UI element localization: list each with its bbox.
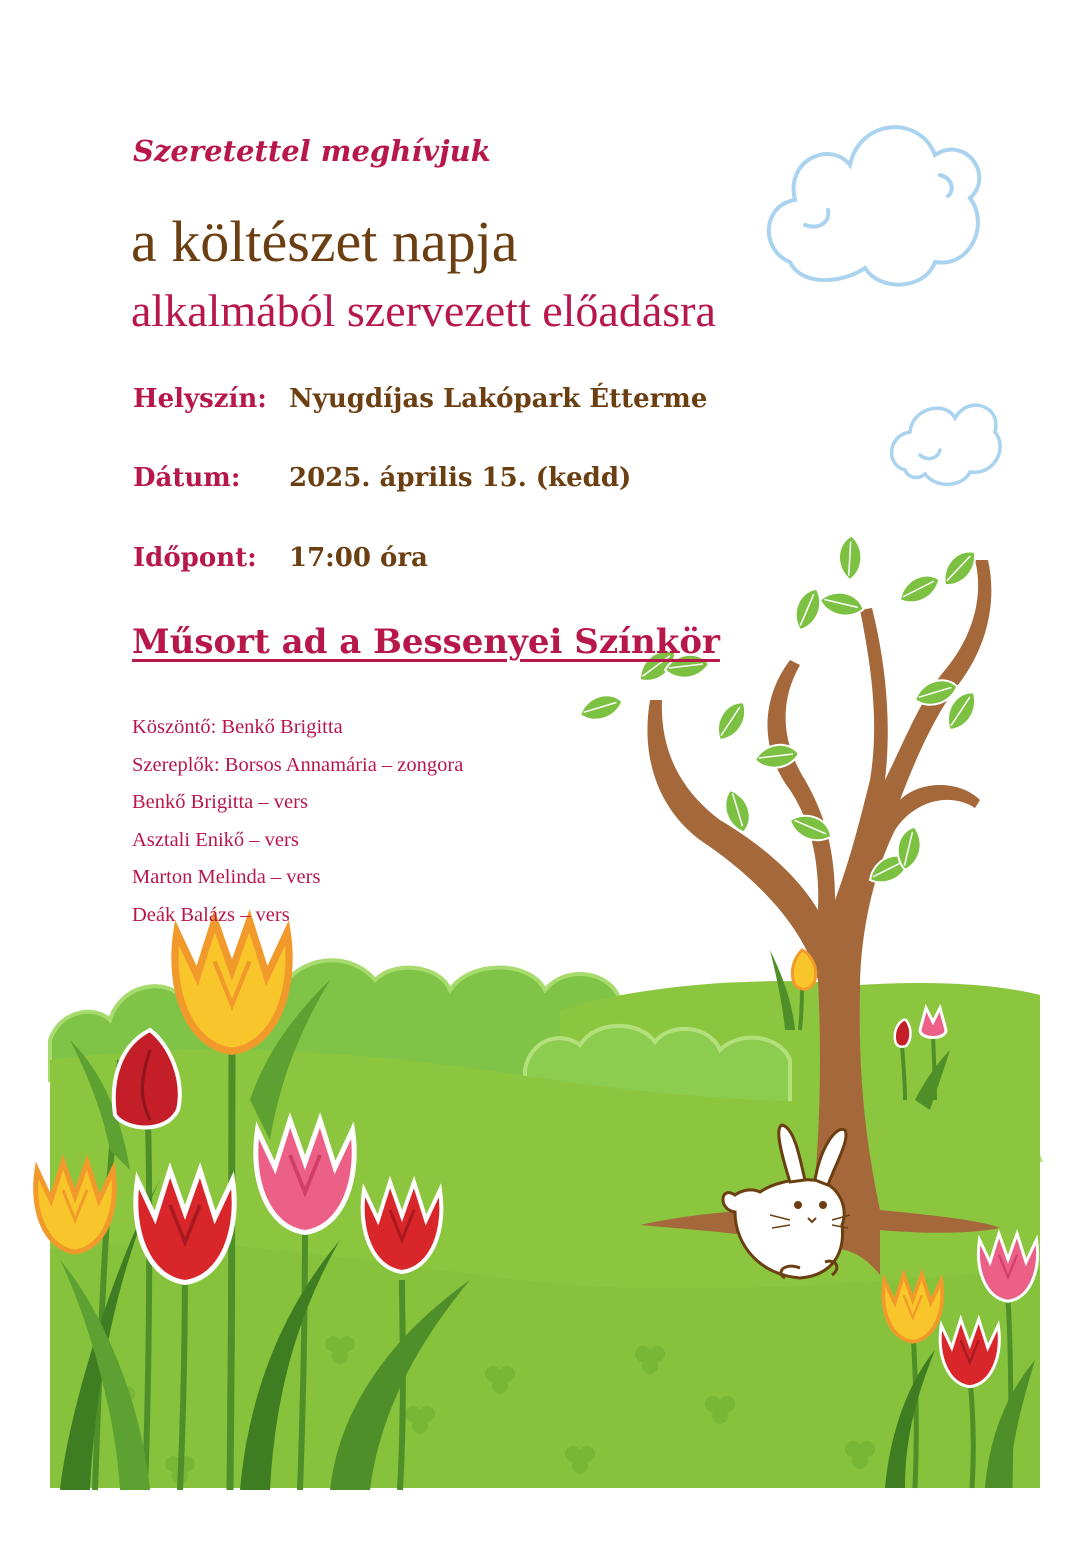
date-value: 2025. április 15. (kedd) (289, 463, 632, 493)
list-item: Deák Balázs – vers (132, 903, 290, 926)
list-item: Benkő Brigitta – vers (132, 791, 308, 813)
date-label: Dátum: (133, 463, 241, 493)
invitation-line: Szeretettel meghívjuk (133, 134, 491, 168)
event-subtitle: alkalmából szervezett előadásra (131, 285, 716, 336)
list-item: Marton Melinda – vers (132, 866, 321, 888)
list-item: Szereplők: Borsos Annamária – zongora (132, 753, 464, 776)
performer-list (132, 713, 463, 938)
time-value: 17:00 óra (289, 543, 428, 573)
event-title: a költészet napja (131, 209, 518, 274)
program-heading: Műsort ad a Bessenyei Színkör (132, 622, 720, 662)
location-value: Nyugdíjas Lakópark Étterme (289, 384, 708, 414)
location-label: Helyszín: (133, 384, 267, 414)
list-item: Asztali Enikő – vers (132, 828, 299, 851)
time-label: Időpont: (133, 543, 257, 573)
list-item: Köszöntő: Benkő Brigitta (132, 716, 343, 738)
